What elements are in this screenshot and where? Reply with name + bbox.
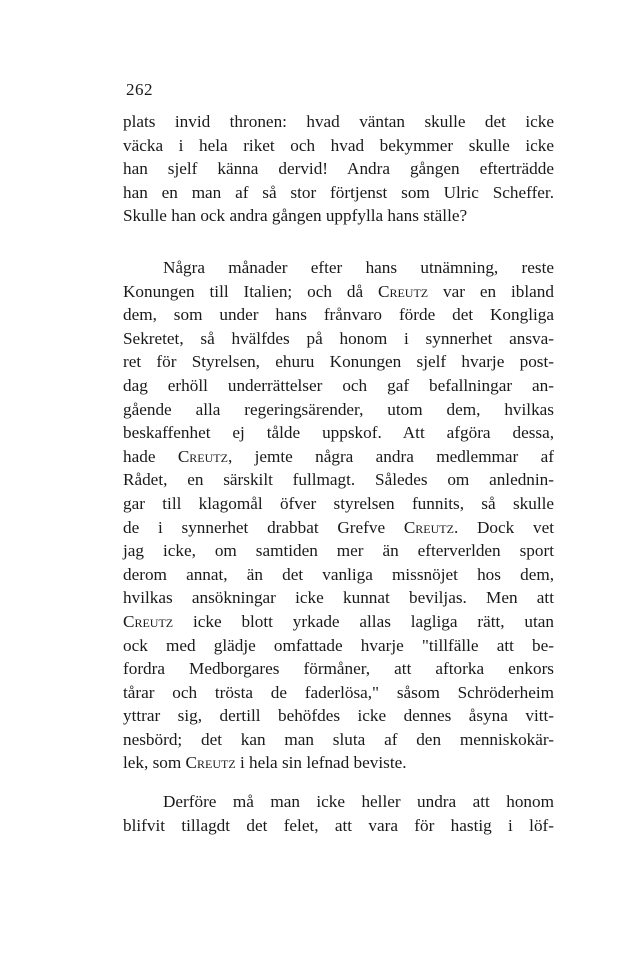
text-line: Skulle han ock andra gången uppfylla hans ställe? (123, 206, 468, 226)
name-small-caps: Creutz (185, 753, 236, 773)
text-line: han en man af så stor förtjenst som Ulric Scheffer. (123, 182, 554, 202)
text-line: Konungen till Italien; och då Creutz var en ibland (123, 281, 554, 301)
name-small-caps: Creutz (403, 517, 454, 537)
text-line: de i synnerhet drabbat Grefve Creutz. Dock vet (123, 517, 554, 537)
text-line: jag icke, om samtiden mer än efterverlden sport (123, 541, 554, 561)
text-line: gående alla regeringsärender, utom dem, hvilkas (123, 399, 554, 419)
paragraph-1 (123, 110, 554, 228)
text-line: Några månader efter hans utnämning, reste (163, 258, 554, 277)
text-line: lek, som Creutz i hela sin lefnad beviste. (123, 753, 407, 773)
text-line: fordra Medborgares förmåner, att aftorka enkors (123, 659, 554, 679)
page-number: 262 (126, 80, 153, 99)
text-line: plats invid thronen: hvad väntan skulle det icke (123, 112, 554, 131)
name-small-caps: Creutz (123, 611, 174, 631)
name-small-caps: Creutz (378, 281, 429, 301)
name-small-caps: Creutz (177, 446, 228, 466)
paragraph-3 (123, 790, 554, 837)
text-line: derom annat, än det vanliga missnöjet hos dem, (123, 564, 554, 584)
text-line: tårar och trösta de faderlösa," såsom Schröderheim (123, 682, 554, 702)
text-line: Rådet, en särskilt fullmagt. Således om anlednin- (123, 470, 554, 490)
text-line: nesbörd; det kan man sluta af den menniskokär- (123, 729, 554, 749)
text-line: blifvit tillagdt det felet, att vara för hastig i löf- (123, 815, 554, 835)
text-line: väcka i hela riket och hvad bekymmer skulle icke (123, 135, 554, 155)
text-line: dem, som under hans frånvaro förde det Kongliga (123, 305, 554, 325)
text-line: gar till klagomål öfver styrelsen funnits, så skulle (123, 493, 554, 513)
text-line: Sekretet, så hvälfdes på honom i synnerhet ansva- (123, 328, 554, 348)
text-line: ock med glädje omfattade hvarje "tillfälle att be- (123, 635, 554, 655)
text-line: ret för Styrelsen, ehuru Konungen sjelf hvarje post- (123, 352, 554, 372)
paragraph-2 (123, 256, 554, 775)
text-line: hvilkas ansökningar icke kunnat beviljas. Men att (123, 588, 554, 608)
text-line: han sjelf känna dervid! Andra gången efterträdde (123, 159, 554, 179)
text-line: hade Creutz, jemte några andra medlemmar af (123, 446, 554, 466)
text-line: Creutz icke blott yrkade allas lagliga rätt, utan (123, 611, 554, 631)
text-line: beskaffenhet ej tålde uppskof. Att afgöra dessa, (123, 423, 554, 443)
text-line: Derföre må man icke heller undra att honom (163, 792, 554, 811)
text-line: dag erhöll underrättelser och gaf befallningar an- (123, 375, 554, 395)
text-line: yttrar sig, dertill behöfdes icke dennes åsyna vitt- (123, 706, 554, 726)
